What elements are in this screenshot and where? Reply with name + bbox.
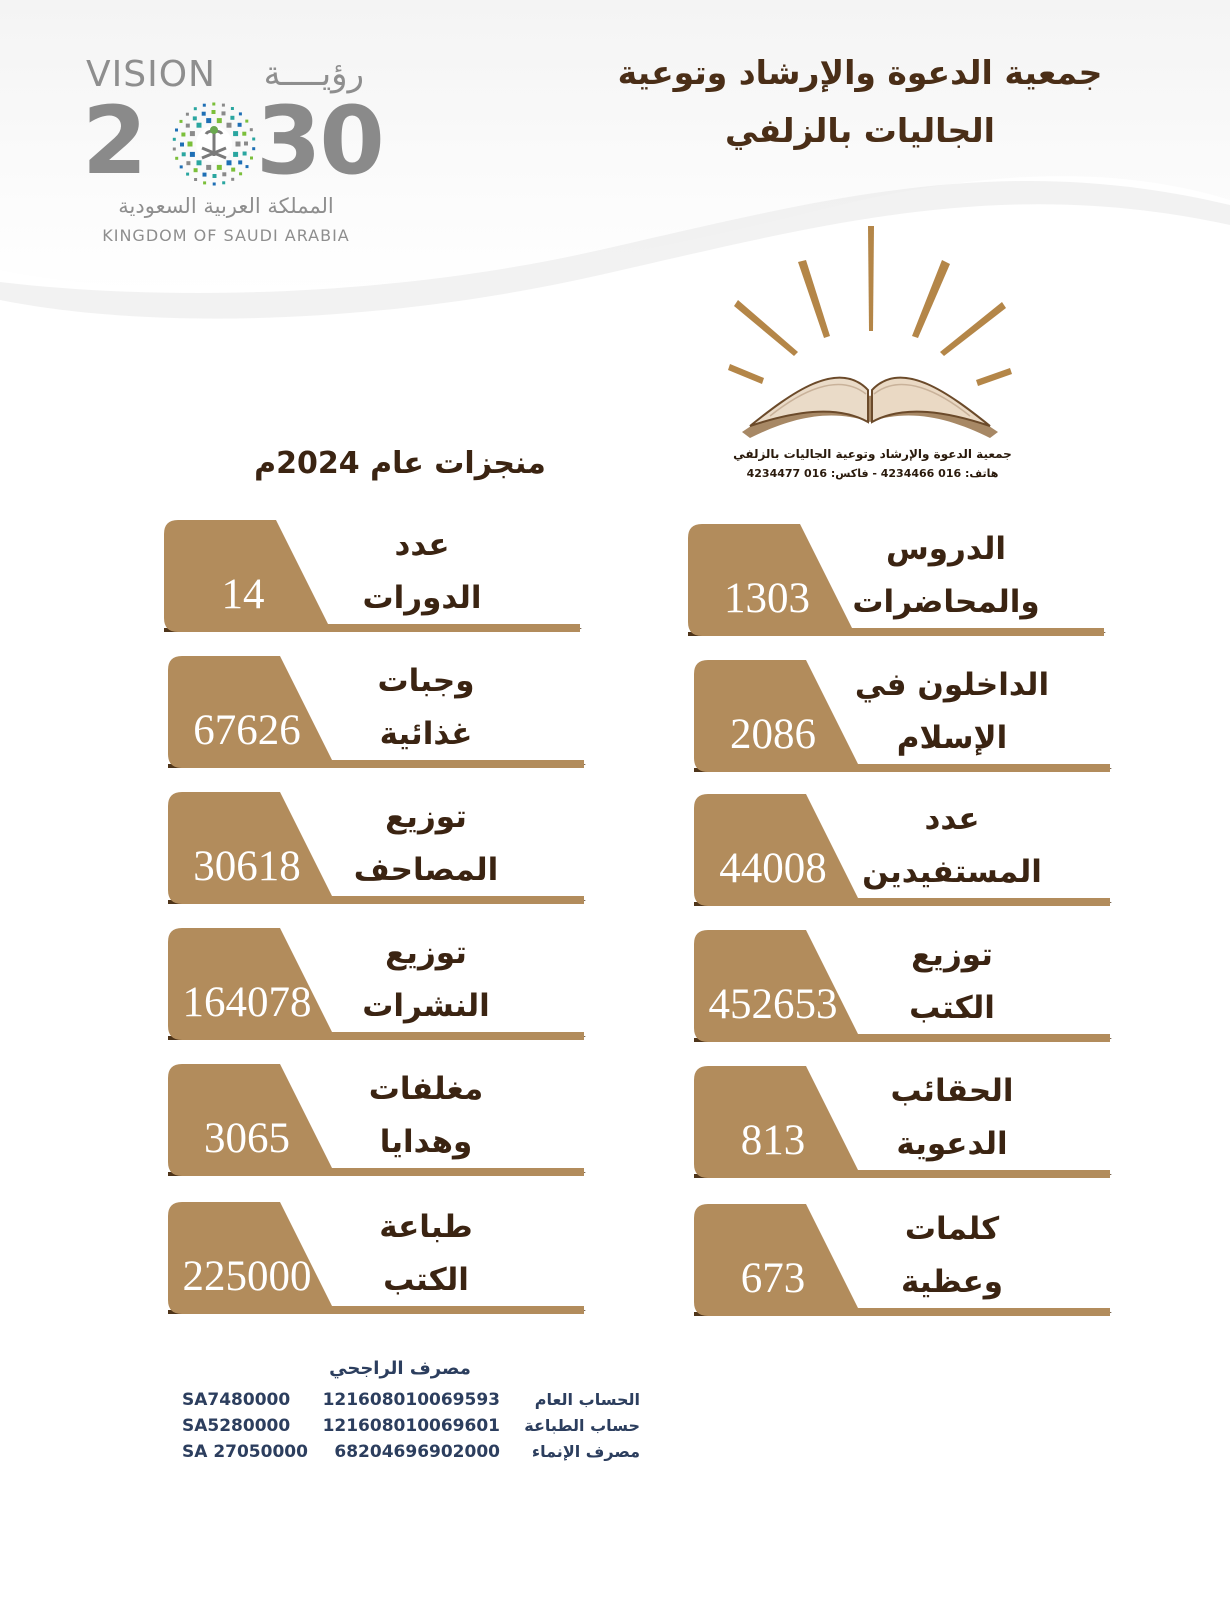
stat-label-line1: توزيع <box>911 937 993 973</box>
stat-card-book-printing <box>168 1202 592 1320</box>
stat-label-line2: المصاحف <box>353 852 499 888</box>
stat-value: 452653 <box>708 981 838 1028</box>
vision-year-thirty: 30 <box>256 87 383 196</box>
emblem-dot <box>238 123 242 127</box>
vision-2030-logo <box>82 54 383 254</box>
emblem-dot <box>203 181 206 184</box>
bank-account-iban: SA 27050000 <box>182 1442 308 1462</box>
kingdom-name-ar: المملكة العربية السعودية <box>118 194 334 218</box>
emblem-dot <box>212 103 215 106</box>
stat-card-leaflets <box>168 928 592 1046</box>
stat-card-quran-distribution <box>168 792 592 910</box>
stat-label <box>296 1064 556 1168</box>
stat-label-line1: عدد <box>924 801 980 837</box>
stat-card-courses <box>164 520 588 638</box>
stat-value: 3065 <box>204 1115 290 1162</box>
organization-title-line2: الجاليات بالزلفي <box>724 111 995 150</box>
stat-label <box>296 928 556 1032</box>
emblem-dot <box>243 152 247 156</box>
book-logo-contact: هاتف: 016 4234466 - فاكس: 016 4234477 <box>746 467 999 480</box>
bank-account-label: الحساب العام <box>534 1390 640 1409</box>
stat-card-dawah-bags <box>694 1066 1118 1184</box>
organization-title <box>580 44 1140 160</box>
emblem-dot <box>244 142 248 146</box>
emblem-dot <box>252 147 255 150</box>
stat-label-line2: وهدايا <box>379 1124 473 1160</box>
stat-value: 164078 <box>182 979 312 1026</box>
stat-label <box>296 792 556 896</box>
stat-label-line2: الدورات <box>362 580 482 616</box>
emblem-dot <box>217 165 222 170</box>
stat-value: 14 <box>221 571 265 618</box>
emblem-dot <box>245 120 248 123</box>
emblem-dot <box>186 113 189 116</box>
emblem-dot <box>233 131 238 136</box>
emblem-dot <box>188 142 193 147</box>
emblem-dot <box>227 160 232 165</box>
emblem-dot <box>231 107 234 110</box>
emblem-dot <box>197 123 202 128</box>
emblem-dot <box>222 111 226 115</box>
stat-label-line2: الإسلام <box>896 720 1008 756</box>
stat-value: 44008 <box>719 845 827 892</box>
emblem-dot <box>250 128 253 131</box>
emblem-dot <box>203 104 206 107</box>
stat-label <box>822 1204 1082 1308</box>
stat-value: 30618 <box>193 843 301 890</box>
bank-account-row <box>170 1442 640 1468</box>
emblem-dot <box>213 183 216 186</box>
stat-label <box>292 520 552 624</box>
stat-label-line2: الكتب <box>909 990 995 1026</box>
saudi-emblem-icon <box>166 96 262 192</box>
vision-word-en: VISION <box>86 54 216 95</box>
emblem-dot <box>186 173 189 176</box>
organization-title-line1: جمعية الدعوة والإرشاد وتوعية <box>617 53 1103 92</box>
bank-account-number: 121608010069593 <box>322 1390 500 1410</box>
bank-account-row <box>170 1416 640 1442</box>
bank-account-number: 121608010069601 <box>322 1416 500 1436</box>
emblem-dot <box>252 138 255 141</box>
stat-card-beneficiaries <box>694 794 1118 912</box>
stat-label-line2: والمحاضرات <box>852 584 1040 620</box>
stat-value: 2086 <box>730 711 816 758</box>
emblem-dot <box>175 157 178 160</box>
emblem-dot <box>236 142 241 147</box>
stat-value: 225000 <box>182 1253 312 1300</box>
stat-value: 67626 <box>193 707 301 754</box>
achievements-title: منجزات عام 2024م <box>254 446 546 481</box>
bank-account-label: حساب الطباعة <box>524 1416 640 1435</box>
stat-card-gifts <box>168 1064 592 1182</box>
open-book-logo-icon <box>720 226 1020 446</box>
emblem-dot <box>250 157 253 160</box>
kingdom-name-en: KINGDOM OF SAUDI ARABIA <box>102 226 350 245</box>
emblem-dot <box>186 161 190 165</box>
bank-account-row <box>170 1390 640 1416</box>
bank-account-iban: SA7480000 <box>182 1390 291 1410</box>
emblem-dot <box>242 132 246 136</box>
stat-card-book-distribution <box>694 930 1118 1048</box>
stat-label <box>816 524 1076 628</box>
stat-label-line2: الدعوية <box>896 1126 1008 1162</box>
stat-label-line2: النشرات <box>362 988 490 1024</box>
stat-label <box>822 794 1082 898</box>
stat-label-line1: مغلفات <box>368 1071 484 1107</box>
emblem-dot <box>233 152 238 157</box>
stat-label-line1: عدد <box>394 527 450 563</box>
emblem-dot <box>202 112 206 116</box>
emblem-dot <box>190 152 195 157</box>
emblem-dot <box>238 160 242 164</box>
bank-account-number: 68204696902000 <box>334 1442 500 1462</box>
emblem-dot <box>193 116 197 120</box>
emblem-dot <box>212 110 216 114</box>
emblem-dot <box>246 165 249 168</box>
stat-card-lessons-lectures <box>688 524 1112 642</box>
stat-label-line1: توزيع <box>385 799 467 835</box>
book-logo-name: جمعية الدعوة والإرشاد وتوعية الجاليات بالزلفي <box>733 447 1012 461</box>
stat-label-line1: الحقائب <box>890 1073 1014 1109</box>
stat-label-line2: المستفيدين <box>862 854 1042 890</box>
emblem-dot <box>194 107 197 110</box>
emblem-dot <box>203 173 207 177</box>
emblem-dot <box>222 172 226 176</box>
emblem-dot <box>222 181 225 184</box>
emblem-dot <box>239 112 242 115</box>
emblem-dot <box>186 124 190 128</box>
stat-label <box>822 660 1082 764</box>
stat-label-line1: طباعة <box>379 1209 473 1245</box>
stat-card-converts <box>694 660 1118 778</box>
stat-label-line1: توزيع <box>385 935 467 971</box>
vision-year-two: 2 <box>82 87 148 196</box>
emblem-dot <box>194 178 197 181</box>
bank-account-iban: SA5280000 <box>182 1416 291 1436</box>
stat-label-line1: كلمات <box>904 1211 1000 1247</box>
stat-label-line1: وجبات <box>377 663 475 699</box>
stat-label <box>822 930 1082 1034</box>
bank-account-label: مصرف الإنماء <box>531 1442 640 1461</box>
vision-word-ar: رؤيــــة <box>263 54 364 94</box>
emblem-dot <box>180 165 183 168</box>
emblem-dot <box>231 168 235 172</box>
emblem-dot <box>182 152 186 156</box>
stat-card-sermons <box>694 1204 1118 1322</box>
bank-name: مصرف الراجحي <box>329 1358 471 1379</box>
emblem-dot <box>231 178 234 181</box>
emblem-dot <box>230 116 234 120</box>
stat-label <box>296 1202 556 1306</box>
stat-label <box>296 656 556 760</box>
emblem-dot <box>194 168 198 172</box>
emblem-dot <box>173 138 176 141</box>
emblem-dot <box>213 174 217 178</box>
stat-label <box>822 1066 1082 1170</box>
emblem-dot <box>180 143 184 147</box>
stat-label-line2: الكتب <box>383 1262 469 1298</box>
emblem-dot <box>206 118 211 123</box>
stat-card-meals <box>168 656 592 774</box>
stat-value: 1303 <box>724 575 810 622</box>
emblem-dot <box>197 160 202 165</box>
emblem-dot <box>222 104 225 107</box>
emblem-dot <box>173 148 176 151</box>
stat-value: 673 <box>740 1255 806 1302</box>
emblem-dot <box>206 165 211 170</box>
stat-value: 813 <box>740 1117 806 1164</box>
emblem-dot <box>175 129 178 132</box>
emblem-dot <box>217 118 222 123</box>
stat-label-line1: الدروس <box>885 531 1007 567</box>
stat-label-line1: الداخلون في <box>854 667 1050 703</box>
emblem-dot <box>239 172 242 175</box>
stat-label-line2: وعظية <box>900 1264 1004 1300</box>
stat-label-line2: غذائية <box>379 716 473 752</box>
emblem-dot <box>190 131 195 136</box>
emblem-dot <box>227 123 232 128</box>
emblem-dot <box>181 133 185 137</box>
emblem-dot <box>180 120 183 123</box>
